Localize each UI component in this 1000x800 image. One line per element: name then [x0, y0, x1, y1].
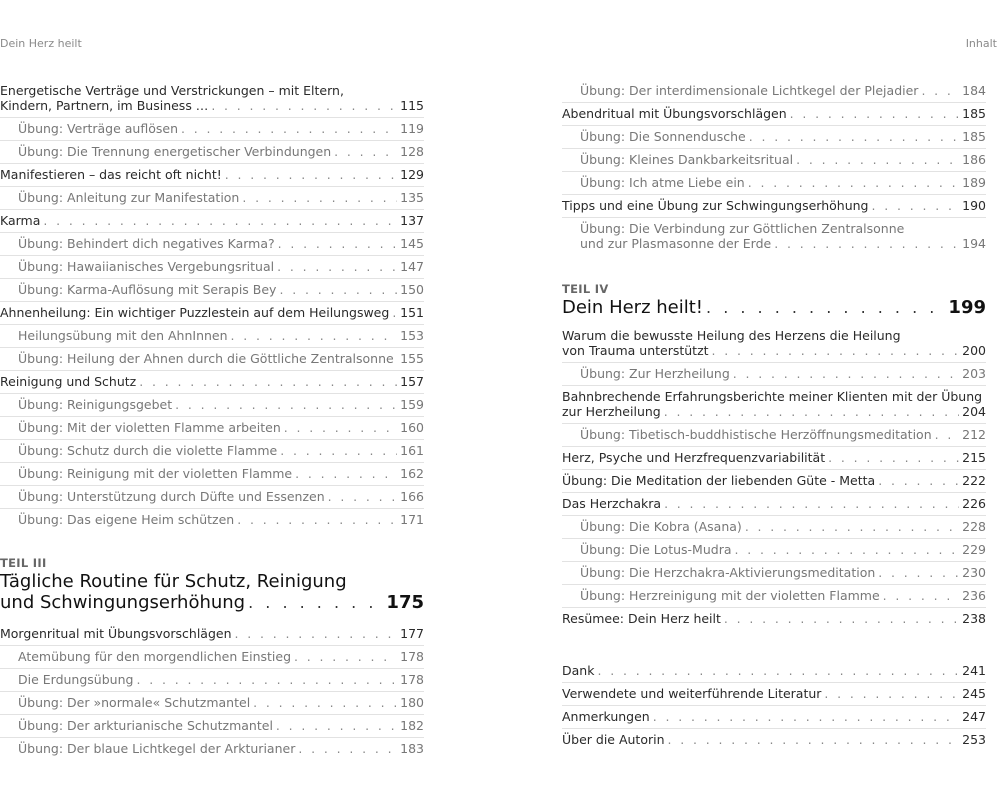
divider	[0, 117, 424, 118]
divider	[562, 469, 986, 470]
toc-sub-entry: Übung: Anleitung zur Manifestation . . . 135	[0, 190, 424, 205]
divider	[562, 102, 986, 103]
divider	[562, 125, 986, 126]
page-number: 119	[400, 121, 424, 136]
toc-entry: Resümee: Dein Herz heilt . . . 238	[562, 611, 986, 626]
toc-entry: Abendritual mit Übungsvorschlägen . . . 185	[562, 106, 986, 121]
page-number: 185	[962, 129, 986, 144]
toc-entry: Ahnenheilung: Ein wichtiger Puzzlestein auf dem Heilungsweg . . . 151	[0, 305, 424, 320]
page-number: 153	[400, 328, 424, 343]
divider	[562, 705, 986, 706]
divider	[562, 728, 986, 729]
toc-sub-entry: Übung: Die Sonnendusche . . . 185	[562, 129, 986, 144]
page-number: 182	[400, 718, 424, 733]
page-number: 186	[962, 152, 986, 167]
toc-entry: Übung: Die Meditation der liebenden Güte - Metta . . . 222	[562, 473, 986, 488]
toc-entry: Warum die bewusste Heilung des Herzens die Heilung von Trauma unterstützt . . . 200	[562, 328, 986, 358]
part-label: TEIL III	[0, 556, 47, 570]
page-number: 204	[962, 404, 986, 419]
page-number: 215	[962, 450, 986, 465]
divider	[0, 232, 424, 233]
toc-sub-entry: Atemübung für den morgendlichen Einstieg . . . 178	[0, 649, 424, 664]
page-number: 135	[400, 190, 424, 205]
toc-sub-entry: Übung: Der interdimensionale Lichtkegel der Plejadier . . . 184	[562, 83, 986, 98]
toc-sub-entry: Die Erdungsübung . . . 178	[0, 672, 424, 687]
divider	[562, 148, 986, 149]
page-number: 200	[962, 343, 986, 358]
toc-sub-entry: Übung: Die Herzchakra-Aktivierungsmeditation . . . 230	[562, 565, 986, 580]
page-number: 128	[400, 144, 424, 159]
toc-sub-entry: Übung: Der »normale« Schutzmantel . . . 180	[0, 695, 424, 710]
page-number: 183	[400, 741, 424, 756]
toc-sub-entry: Übung: Die Trennung energetischer Verbindungen . . . 128	[0, 144, 424, 159]
toc-sub-entry: Übung: Zur Herzheilung . . . 203	[562, 366, 986, 381]
toc-entry: Herz, Psyche und Herzfrequenzvariabilität . . . 215	[562, 450, 986, 465]
page-number: 230	[962, 565, 986, 580]
toc-sub-entry: Übung: Reinigung mit der violetten Flamme . . . 162	[0, 466, 424, 481]
toc-sub-entry: Übung: Herzreinigung mit der violetten Flamme . . . 236	[562, 588, 986, 603]
page-number: 129	[400, 167, 424, 182]
divider	[562, 607, 986, 608]
divider	[0, 301, 424, 302]
toc-sub-entry: Übung: Karma-Auflösung mit Serapis Bey . . . 150	[0, 282, 424, 297]
toc-entry: Dank . . . 241	[562, 663, 986, 678]
divider	[562, 194, 986, 195]
page-number: 238	[962, 611, 986, 626]
toc-entry: Verwendete und weiterführende Literatur . . . 245	[562, 686, 986, 701]
toc-sub-entry: Übung: Behindert dich negatives Karma? . . . 145	[0, 236, 424, 251]
divider	[0, 163, 424, 164]
page-number: 185	[962, 106, 986, 121]
page-number: 236	[962, 588, 986, 603]
divider	[562, 538, 986, 539]
page-number: 155	[400, 351, 424, 366]
page-number: 190	[962, 198, 986, 213]
running-head-section: Inhalt	[965, 37, 997, 50]
divider	[0, 691, 424, 692]
running-head-book-title: Dein Herz heilt	[0, 37, 82, 50]
divider	[562, 446, 986, 447]
page-number: 147	[400, 259, 424, 274]
page-number: 157	[400, 374, 424, 389]
divider	[562, 682, 986, 683]
toc-entry: Karma . . . 137	[0, 213, 424, 228]
page-number: 137	[400, 213, 424, 228]
part-page-number: 199	[948, 297, 986, 318]
part-label: TEIL IV	[562, 282, 609, 296]
toc-entry: Bahnbrechende Erfahrungsberichte meiner Klienten mit der Übung zur Herzheilung . . . 204	[562, 389, 986, 419]
toc-sub-entry: Übung: Kleines Dankbarkeitsritual . . . 186	[562, 152, 986, 167]
divider	[0, 140, 424, 141]
page-number: 180	[400, 695, 424, 710]
divider	[0, 714, 424, 715]
page-number: 241	[962, 663, 986, 678]
toc-sub-entry: Übung: Mit der violetten Flamme arbeiten . . . 160	[0, 420, 424, 435]
toc-sub-entry: Übung: Reinigungsgebet . . . 159	[0, 397, 424, 412]
toc-sub-entry: Übung: Der arkturianische Schutzmantel . . . 182	[0, 718, 424, 733]
toc-entry: Das Herzchakra . . . 226	[562, 496, 986, 511]
toc-sub-entry: Übung: Ich atme Liebe ein . . . 189	[562, 175, 986, 190]
page-number: 171	[400, 512, 424, 527]
toc-sub-entry: Übung: Die Lotus-Mudra . . . 229	[562, 542, 986, 557]
divider	[562, 515, 986, 516]
page-number: 177	[400, 626, 424, 641]
page-number: 178	[400, 649, 424, 664]
divider	[0, 668, 424, 669]
toc-sub-entry: Übung: Das eigene Heim schützen . . . 171	[0, 512, 424, 527]
divider	[0, 370, 424, 371]
part-heading	[0, 556, 424, 613]
page-number: 212	[962, 427, 986, 442]
divider	[562, 561, 986, 562]
toc-entry: Tipps und eine Übung zur Schwingungserhöhung . . . 190	[562, 198, 986, 213]
divider	[562, 385, 986, 386]
page-number: 203	[962, 366, 986, 381]
divider	[0, 737, 424, 738]
divider	[562, 492, 986, 493]
page-number: 247	[962, 709, 986, 724]
toc-sub-entry: Übung: Unterstützung durch Düfte und Essenzen . . . 166	[0, 489, 424, 504]
page-number: 115	[400, 98, 424, 113]
toc-sub-entry: Heilungsübung mit den AhnInnen . . . 153	[0, 328, 424, 343]
divider	[0, 439, 424, 440]
part-title: Tägliche Routine für Schutz, Reinigung und Schwingungserhöhung . . . 175	[0, 571, 424, 613]
toc-sub-entry: Übung: Die Kobra (Asana) . . . 228	[562, 519, 986, 534]
page-number: 226	[962, 496, 986, 511]
divider	[0, 462, 424, 463]
page-number: 162	[400, 466, 424, 481]
divider	[562, 584, 986, 585]
part-page-number: 175	[386, 592, 424, 613]
divider	[0, 278, 424, 279]
page-number: 189	[962, 175, 986, 190]
toc-sub-entry: Übung: Die Verbindung zur Göttlichen Zentralsonne und zur Plasmasonne der Erde . . . 194	[562, 221, 986, 251]
divider	[0, 508, 424, 509]
page-number: 194	[962, 236, 986, 251]
page-number: 245	[962, 686, 986, 701]
divider	[562, 217, 986, 218]
toc-sub-entry: Übung: Der blaue Lichtkegel der Arkturianer . . . 183	[0, 741, 424, 756]
part-title: Dein Herz heilt! . . . 199	[562, 297, 986, 318]
toc-sub-entry: Übung: Hawaiianisches Vergebungsritual . . . 147	[0, 259, 424, 274]
page-number: 151	[400, 305, 424, 320]
toc-entry: Energetische Verträge und Verstrickungen – mit Eltern, Kindern, Partnern, im Business … . . . 115	[0, 83, 424, 113]
page-number: 159	[400, 397, 424, 412]
toc-entry: Über die Autorin . . . 253	[562, 732, 986, 747]
page-number: 222	[962, 473, 986, 488]
page-number: 229	[962, 542, 986, 557]
divider	[0, 209, 424, 210]
divider	[0, 645, 424, 646]
toc-sub-entry: Übung: Heilung der Ahnen durch die Göttliche Zentralsonne . . . 155	[0, 351, 424, 366]
divider	[562, 362, 986, 363]
divider	[0, 485, 424, 486]
page-number: 161	[400, 443, 424, 458]
divider	[0, 324, 424, 325]
page-number: 178	[400, 672, 424, 687]
toc-sub-entry: Übung: Schutz durch die violette Flamme . . . 161	[0, 443, 424, 458]
page-number: 166	[400, 489, 424, 504]
toc-entry: Manifestieren – das reicht oft nicht! . . . 129	[0, 167, 424, 182]
page-number: 253	[962, 732, 986, 747]
page-number: 160	[400, 420, 424, 435]
part-heading	[562, 282, 986, 318]
page-number: 145	[400, 236, 424, 251]
toc-sub-entry: Übung: Tibetisch-buddhistische Herzöffnungsmeditation . . . 212	[562, 427, 986, 442]
toc-entry: Morgenritual mit Übungsvorschlägen . . . 177	[0, 626, 424, 641]
page-number: 150	[400, 282, 424, 297]
toc-entry: Reinigung und Schutz . . . 157	[0, 374, 424, 389]
page-number: 184	[962, 83, 986, 98]
divider	[0, 255, 424, 256]
divider	[562, 423, 986, 424]
page-number: 228	[962, 519, 986, 534]
divider	[0, 186, 424, 187]
divider	[0, 347, 424, 348]
toc-sub-entry: Übung: Verträge auflösen . . . 119	[0, 121, 424, 136]
divider	[562, 171, 986, 172]
divider	[0, 416, 424, 417]
toc-entry: Anmerkungen . . . 247	[562, 709, 986, 724]
divider	[0, 393, 424, 394]
